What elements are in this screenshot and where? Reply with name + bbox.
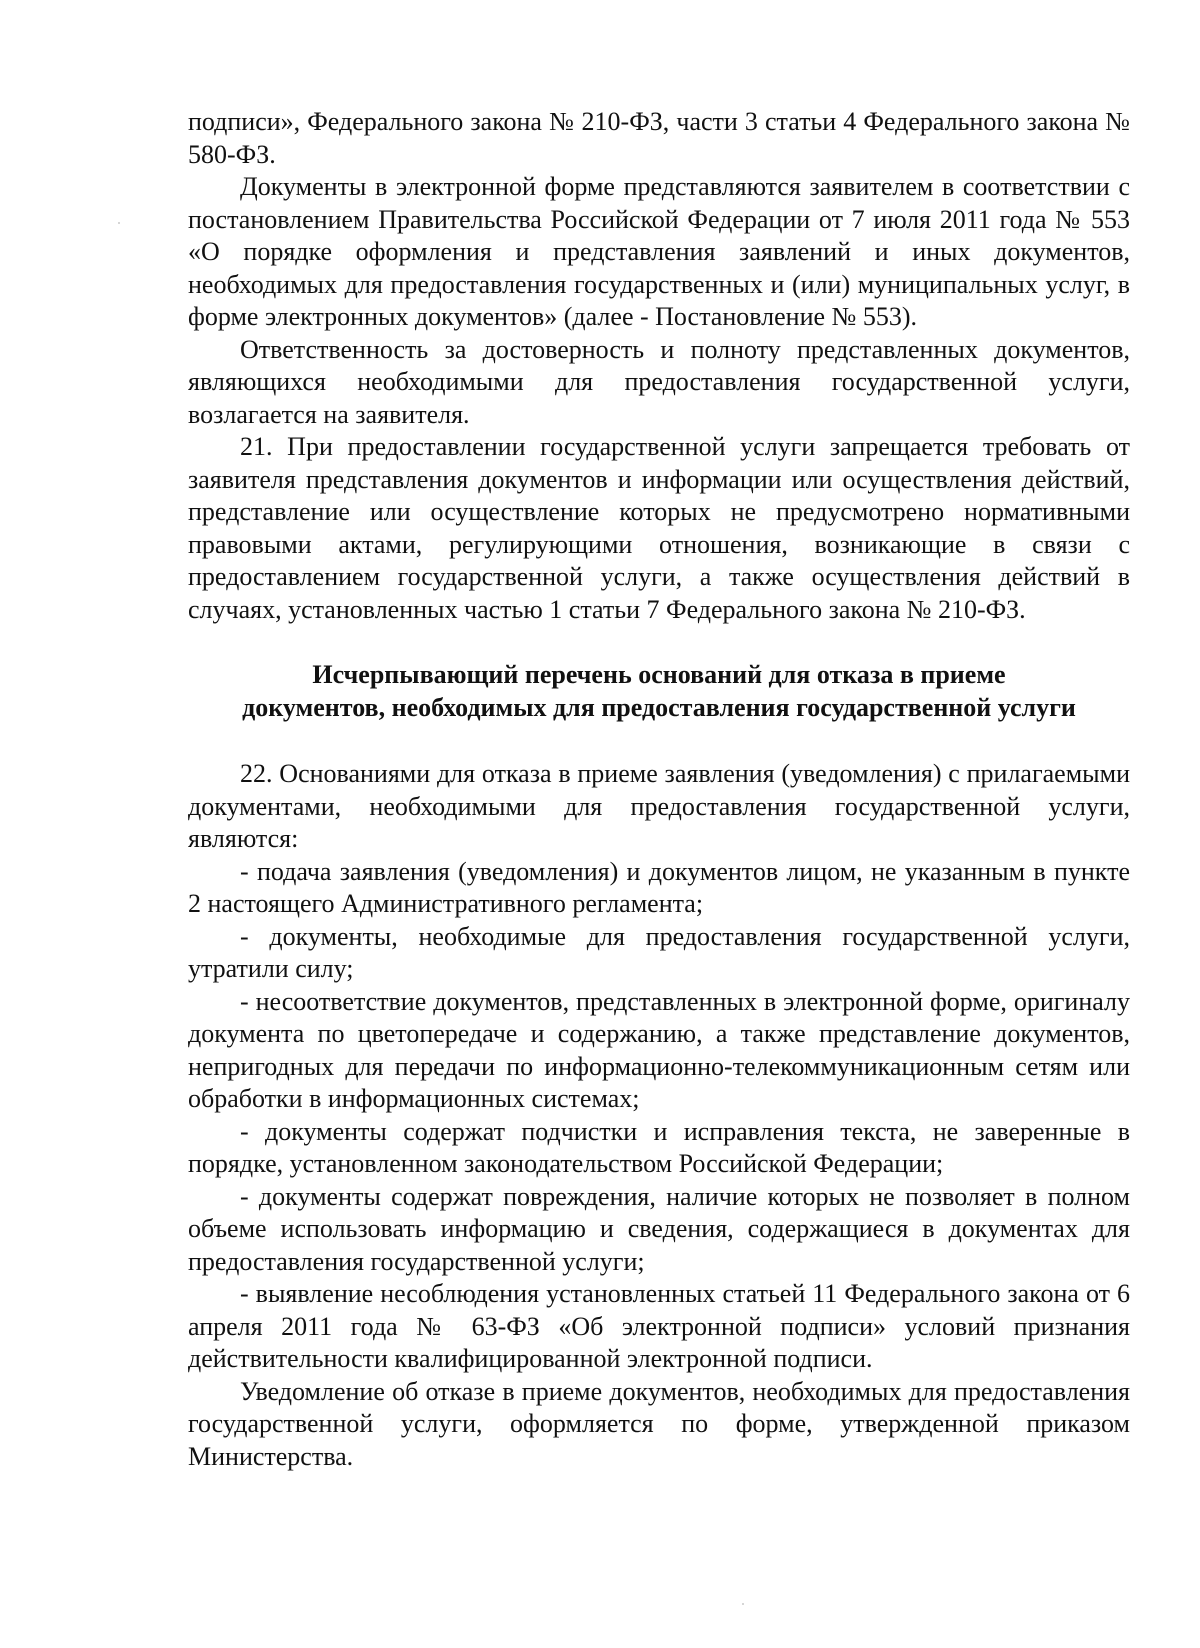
paragraph-refusal-notice: Уведомление об отказе в приеме документов, необходимых для предоставления государственной услуги, оформляется по форме, утвержденной приказом Министерства. <box>188 1376 1130 1471</box>
list-item-ground-6: - выявление несоблюдения установленных статьей 11 Федерального закона от 6 апреля 2011 года № 63-ФЗ «Об электронной подписи» условий признания действительности квалифицированной электронной подписи. <box>188 1279 1130 1373</box>
scan-speck <box>742 1603 744 1605</box>
scan-speck <box>118 222 120 224</box>
list-item-ground-5: - документы содержат повреждения, наличие которых не позволяет в полном объеме использовать информацию и сведения, содержащиеся в документах для предоставления государственной услуги; <box>188 1181 1130 1276</box>
paragraph-responsibility: Ответственность за достоверность и полноту представленных документов, являющихся необходимыми для предоставления государственной услуги, возлагается на заявителя. <box>188 334 1130 429</box>
section-heading-line-1: Исчерпывающий перечень оснований для отказа в приеме <box>312 660 1006 689</box>
list-item-ground-3: - несоответствие документов, представленных в электронной форме, оригиналу документа по цветопередаче и содержанию, а также представление документов, непригодных для передачи по информационно-телекоммуникационным сетям или обработки в информационных системах; <box>188 986 1130 1113</box>
paragraph-electronic-documents: Документы в электронной форме представляются заявителем в соответствии с постановлением Правительства Российской Федерации от 7 июля 2011 года № 553 «О порядке оформления и представления заявлений и иных документов, необходимых для предоставления государственных и (или) муниципальных услуг, в форме электронных документов» (далее - Постановление № 553). <box>188 172 1130 331</box>
paragraph-continuation: подписи», Федерального закона № 210-ФЗ, части 3 статьи 4 Федерального закона № 580-ФЗ. <box>188 107 1130 169</box>
paragraph-item-22: 22. Основаниями для отказа в приеме заявления (уведомления) с прилагаемыми документами, необходимыми для предоставления государственной услуги, являются: <box>188 759 1130 853</box>
list-item-ground-2: - документы, необходимые для предоставления государственной услуги, утратили силу; <box>188 921 1130 983</box>
section-heading <box>188 659 1130 724</box>
list-item-ground-4: - документы содержат подчистки и исправления текста, не заверенные в порядке, установленном законодательством Российской Федерации; <box>188 1116 1130 1178</box>
list-item-ground-1: - подача заявления (уведомления) и документов лицом, не указанным в пункте 2 настоящего Административного регламента; <box>188 856 1130 918</box>
document-page <box>188 106 1130 1473</box>
section-heading-line-2: документов, необходимых для предоставления государственной услуги <box>242 692 1076 722</box>
paragraph-item-21: 21. При предоставлении государственной услуги запрещается требовать от заявителя представления документов и информации или осуществления действий, представление или осуществление которых не предусмотрено нормативными правовыми актами, регулирующими отношения, возникающие в связи с предоставлением государственной услуги, а также осуществления действий в случаях, установленных частью 1 статьи 7 Федерального закона № 210-ФЗ. <box>188 432 1130 624</box>
